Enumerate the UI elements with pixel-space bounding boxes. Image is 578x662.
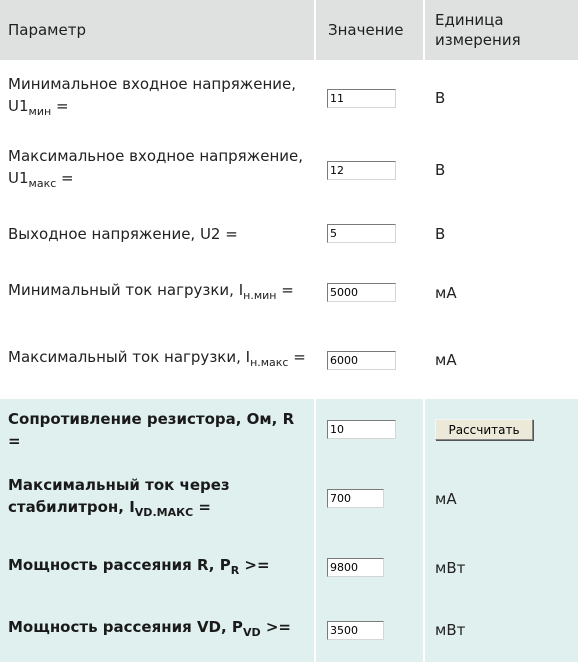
power-r-field[interactable] bbox=[327, 558, 384, 577]
result-suffix: = bbox=[193, 497, 211, 516]
output-voltage-field[interactable] bbox=[327, 224, 396, 243]
unit-label: В bbox=[435, 161, 446, 179]
header-param-label: Параметр bbox=[8, 21, 86, 39]
unit-label: мВт bbox=[435, 558, 466, 577]
result-power-vd bbox=[0, 598, 314, 662]
header-unit-line2: измерения bbox=[435, 31, 521, 49]
header-unit-line1: Единица bbox=[435, 11, 504, 29]
result-suffix: >= bbox=[260, 618, 291, 636]
result-subscript: R bbox=[230, 563, 240, 577]
param-max-load-current bbox=[0, 324, 314, 396]
unit-label: мА bbox=[435, 489, 457, 508]
result-subscript: VD.МАКС bbox=[134, 505, 194, 519]
max-load-current-field[interactable] bbox=[327, 351, 396, 370]
header-unit bbox=[425, 0, 578, 60]
param-max-input-voltage bbox=[0, 134, 314, 206]
param-min-input-voltage bbox=[0, 62, 314, 134]
unit-label: В bbox=[435, 224, 446, 243]
param-output-voltage bbox=[0, 206, 314, 261]
param-suffix: = bbox=[51, 97, 69, 115]
param-subscript: н.макс bbox=[250, 356, 289, 369]
param-suffix: = bbox=[56, 169, 74, 187]
min-input-voltage-field[interactable] bbox=[327, 89, 396, 108]
param-suffix: = bbox=[288, 348, 306, 366]
header-param bbox=[0, 0, 314, 60]
max-input-voltage-field[interactable] bbox=[327, 161, 396, 180]
max-zener-current-field[interactable] bbox=[327, 489, 384, 508]
unit-label: мА bbox=[435, 283, 457, 302]
param-label: Минимальное входное напряжение, U1 bbox=[8, 75, 297, 115]
calculate-button[interactable]: Рассчитать bbox=[435, 419, 533, 440]
result-suffix: >= bbox=[239, 555, 270, 574]
unit-label: мВт bbox=[435, 621, 466, 639]
result-label: Мощность рассеяния R, P bbox=[8, 555, 231, 574]
result-max-zener-current bbox=[0, 460, 314, 537]
result-label: Максимальный ток через стабилитрон, I bbox=[8, 475, 230, 516]
result-label: Сопротивление резистора, Ом, R = bbox=[8, 409, 295, 450]
unit-label: мА bbox=[435, 351, 457, 369]
result-power-r bbox=[0, 537, 314, 598]
param-label: Минимальный ток нагрузки, I bbox=[8, 280, 244, 299]
header-value-label: Значение bbox=[328, 21, 404, 39]
param-subscript: макс bbox=[28, 177, 57, 190]
param-suffix: = bbox=[276, 280, 294, 299]
result-label: Мощность рассеяния VD, P bbox=[8, 618, 243, 636]
min-load-current-field[interactable] bbox=[327, 283, 396, 302]
param-label: Выходное напряжение, U2 = bbox=[8, 224, 238, 243]
param-label: Максимальное входное напряжение, U1 bbox=[8, 147, 303, 187]
resistance-result-field[interactable] bbox=[327, 420, 396, 439]
param-subscript: н.мин bbox=[243, 288, 277, 302]
power-vd-field[interactable] bbox=[327, 621, 384, 640]
unit-label: В bbox=[435, 89, 446, 107]
param-subscript: мин bbox=[28, 105, 52, 118]
result-subscript: VD bbox=[242, 626, 261, 639]
result-resistance bbox=[0, 399, 314, 460]
param-label: Максимальный ток нагрузки, I bbox=[8, 348, 251, 366]
param-min-load-current bbox=[0, 261, 314, 324]
header-value bbox=[316, 0, 423, 60]
